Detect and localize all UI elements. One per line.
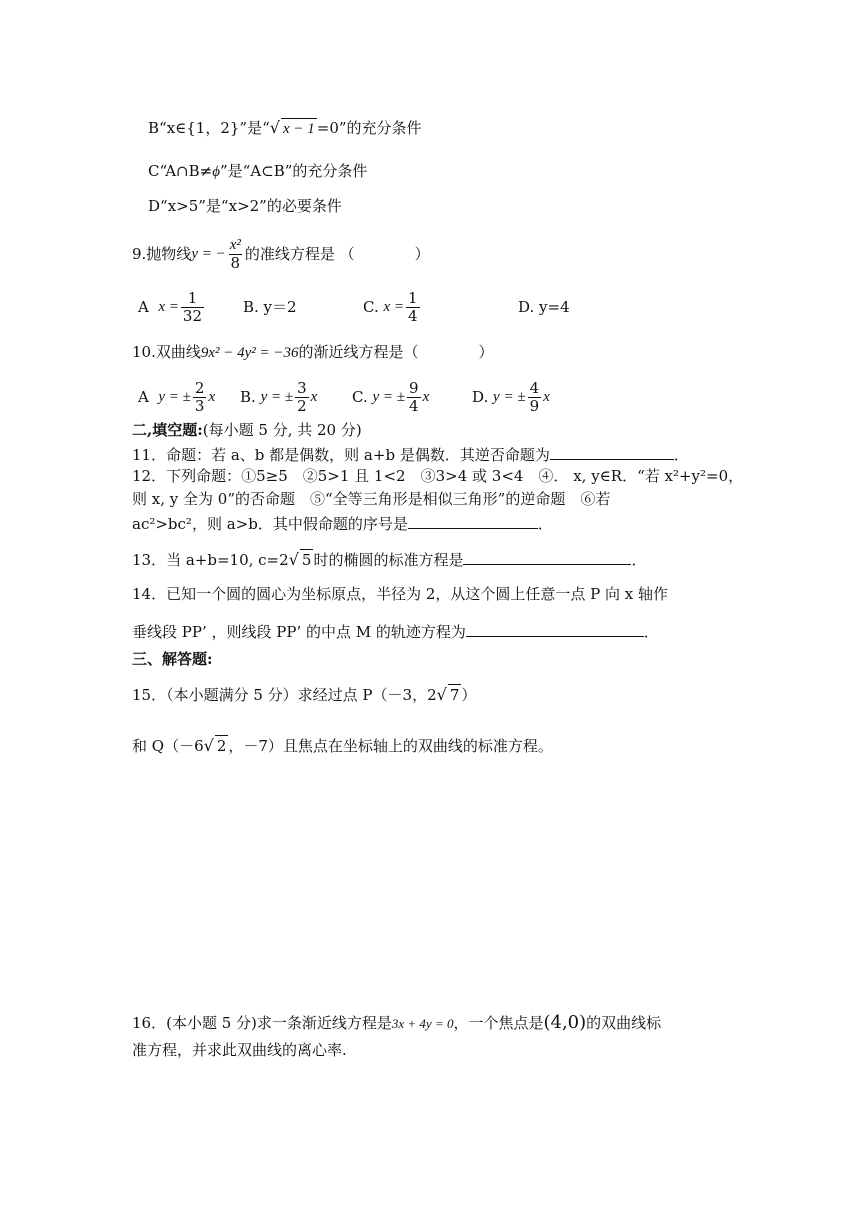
q12-line-2 (132, 489, 610, 509)
q9-option-a (138, 286, 206, 328)
q8-d-text: D“x>5”是“x>2”的必要条件 (148, 197, 342, 215)
q9-y-eq: y = − (191, 246, 226, 262)
q13-suffix: 时的椭圆的标准方程是 (313, 551, 464, 569)
q14-line1-text: 14．已知一个圆的圆心为坐标原点，半径为 2，从这个圆上任意一点 P 向 x 轴作 (132, 585, 669, 603)
q9-prefix: 9.抛物线 (132, 245, 192, 263)
q10-c-var: x (422, 389, 430, 405)
q15-line-2 (132, 735, 553, 756)
q10-d-label: D. (472, 388, 489, 406)
q16-line1-text: 16．(本小题 5 分)求一条渐近线方程是 (132, 1014, 392, 1032)
section-2-heading (132, 420, 362, 440)
q9-a-den: 32 (182, 306, 203, 325)
q12-answer-blank[interactable] (408, 512, 538, 529)
q10-c-fraction (407, 380, 421, 415)
q10-b-fraction (295, 380, 309, 415)
q11-end: ． (673, 446, 689, 464)
q10-b-var: x (310, 389, 318, 405)
q16-asymptote-eq: 3x + 4y = 0 (391, 1016, 454, 1031)
q10-d-den: 9 (529, 396, 540, 415)
q9-option-d (518, 297, 570, 317)
q13-answer-blank[interactable] (463, 548, 631, 565)
q12-line-3 (132, 512, 553, 534)
q15-line2-text: 和 Q（－6 (132, 737, 204, 755)
q8-b-prefix: B“x∈{1，2}”是“ (148, 119, 270, 137)
q16-line-1 (132, 1013, 661, 1034)
q10-b-label: B. (240, 388, 256, 406)
q10-prefix: 10.双曲线 (132, 343, 201, 361)
q9-fraction (228, 237, 243, 272)
q10-a-var: x (208, 389, 216, 405)
q8-option-b (148, 118, 422, 139)
q16-line1-mid: ，一个焦点是 (453, 1014, 544, 1032)
q15-radicand-1: 7 (449, 686, 460, 704)
q10-c-lhs: y = ± (372, 389, 406, 405)
q16-line2-text: 准方程，并求此双曲线的离心率. (132, 1041, 347, 1059)
q10-option-a (138, 376, 215, 418)
q14-line-2 (132, 620, 659, 642)
q13 (132, 548, 646, 570)
q9-a-lhs: x = (158, 299, 179, 315)
q15-line2-end: ，－7）且焦点在坐标轴上的双曲线的标准方程。 (228, 737, 553, 755)
q10-a-label: A (138, 388, 149, 406)
q12-line3-text: ac²>bc²，则 a>b．其中假命题的序号是 (132, 515, 408, 533)
q15-line-1 (132, 684, 476, 705)
sqrt-symbol: √ (436, 685, 447, 704)
q10-d-var: x (543, 389, 550, 405)
q14-answer-blank[interactable] (466, 620, 644, 637)
q12-line-1 (132, 466, 743, 486)
q9-a-label: A (138, 298, 149, 316)
q10-equation: 9x² − 4y² = −36 (200, 345, 299, 361)
q10-option-c (352, 376, 429, 418)
q13-end: ． (631, 551, 647, 569)
q10-d-fraction (528, 380, 542, 415)
q10-stem (132, 342, 494, 363)
q14-end: ． (643, 623, 659, 641)
q12-line1-text: 12．下列命题：①5≥5 ②5>1 且 1<2 ③3>4 或 3<4 ④． x, y∈R．“若 x²+y²=0， (132, 467, 744, 485)
q8-b-suffix: =0”的充分条件 (316, 119, 422, 137)
q9-option-b (243, 297, 297, 317)
q8-option-c (148, 161, 367, 182)
q10-a-den: 3 (194, 396, 205, 415)
section-2-title: 二,填空题: (132, 421, 203, 439)
q10-c-label: C. (352, 388, 368, 406)
q10-a-num: 2 (194, 378, 205, 397)
q10-c-num: 9 (409, 378, 419, 397)
q9-option-c (363, 286, 422, 328)
q16-focus-point: (4,0) (543, 1012, 587, 1033)
section-3-title: 三、解答题: (132, 650, 213, 668)
q9-c-lhs: x = (383, 299, 405, 315)
sqrt-symbol: √ (269, 118, 280, 137)
q16-line-2 (132, 1040, 347, 1060)
q9-c-label: C. (363, 298, 379, 316)
q9-d-text: D. y=4 (518, 298, 570, 316)
q10-a-lhs: y = ± (158, 389, 191, 405)
q9-c-fraction (406, 290, 420, 325)
q14-line-1 (132, 584, 668, 604)
q11-text: 11．命题：若 a、b 都是偶数，则 a+b 是偶数．其逆否命题为 (132, 446, 550, 464)
q15-radicand-2: 2 (216, 737, 227, 755)
q8-c-suffix: ”是“A⊂B”的充分条件 (219, 162, 368, 180)
q10-a-fraction (193, 380, 207, 415)
q9-den: 8 (230, 253, 241, 272)
q10-d-lhs: y = ± (493, 389, 526, 405)
q15-line1-text: 15．（本小题满分 5 分）求经过点 P（－3，2 (132, 686, 437, 704)
q9-b-text: B. y＝2 (243, 298, 297, 316)
q12-line2-text: 则 x, y 全为 0”的否命题 ⑤“全等三角形是相似三角形”的逆命题 ⑥若 (132, 490, 611, 508)
q8-c-prefix: C“A∩B≠ (148, 162, 213, 180)
q9-num: x² (229, 236, 241, 253)
sqrt-symbol: √ (203, 736, 214, 755)
q8-b-radicand: x − 1 (281, 118, 317, 139)
q11-answer-blank[interactable] (550, 443, 674, 460)
q10-option-b (240, 376, 317, 418)
q13-radicand: 5 (301, 551, 312, 569)
q8-c-phi: ϕ (212, 164, 220, 180)
q10-d-num: 4 (529, 378, 540, 397)
q11 (132, 443, 689, 465)
q9-stem (132, 234, 430, 274)
q9-c-den: 4 (408, 306, 418, 325)
q12-end: ． (537, 515, 553, 533)
q9-suffix: 的准线方程是 （ ） (244, 245, 430, 263)
q10-b-den: 2 (297, 396, 307, 415)
q14-line2-text: 垂线段 PP’ ，则线段 PP’ 的中点 M 的轨迹方程为 (132, 623, 466, 641)
q8-option-d (148, 196, 342, 216)
q10-b-lhs: y = ± (260, 389, 294, 405)
q9-c-num: 1 (408, 288, 418, 307)
q10-c-den: 4 (409, 396, 419, 415)
q13-prefix: 13．当 a+b=10, c=2 (132, 551, 289, 569)
q9-a-fraction (181, 290, 204, 325)
section-3-heading (132, 649, 213, 669)
sqrt-symbol: √ (288, 550, 299, 569)
q10-b-num: 3 (297, 378, 307, 397)
q10-suffix: 的渐近线方程是（ ） (298, 343, 494, 361)
q10-option-d (472, 376, 550, 418)
q16-line1-end: 的双曲线标 (586, 1014, 662, 1032)
q15-line1-end: ） (461, 686, 477, 704)
q9-a-num: 1 (187, 288, 198, 307)
section-2-note: (每小题 5 分, 共 20 分) (202, 421, 362, 439)
